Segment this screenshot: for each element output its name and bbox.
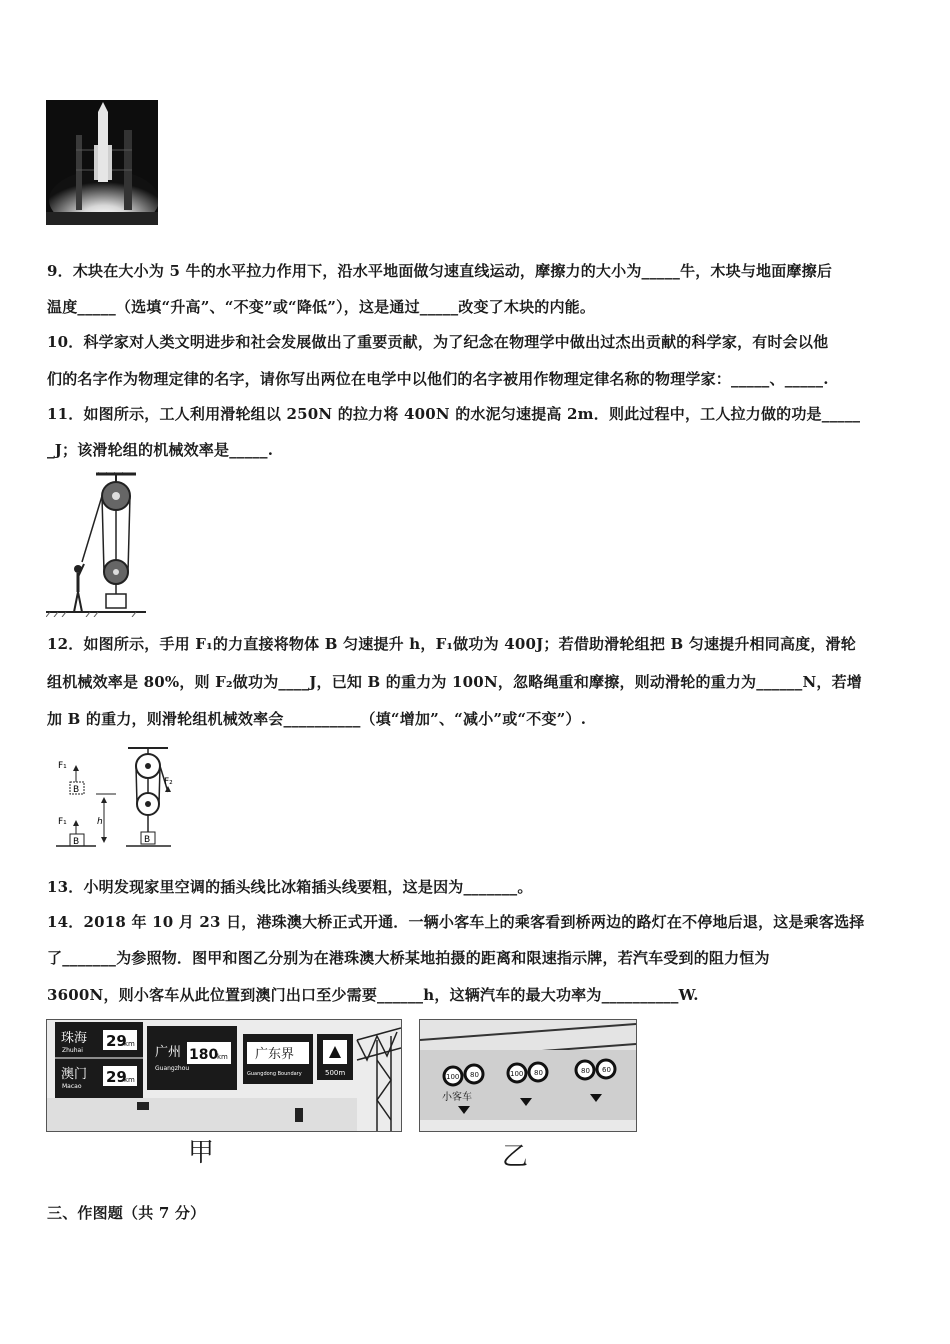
box-b-top-label: B — [73, 785, 80, 795]
car-lane-label: 小客车 — [442, 1092, 472, 1103]
sign-guangzhou-km-unit: km — [217, 1053, 228, 1061]
sign-guangzhou: 广州 — [155, 1045, 182, 1060]
f1-label-bottom: F₁ — [58, 817, 67, 827]
caption-yi: 乙 — [502, 1142, 529, 1172]
sign-zhuhai-km: 29 — [106, 1032, 127, 1050]
speed-limit-5: 80 — [581, 1067, 590, 1075]
q12-line1: 12．如图所示，手用 F₁的力直接将物体 B 匀速提升 h，F₁做功为 400J；若借助滑轮组把 B 匀速提升相同高度，滑轮 — [47, 635, 856, 653]
distance-sign-photo — [46, 1019, 402, 1132]
q11-line2: _J；该滑轮组的机械效率是_____. — [47, 441, 274, 459]
sign-distance-500m: 500m — [325, 1069, 346, 1077]
sign-zhuhai-km-unit: km — [124, 1040, 135, 1048]
q11-line1: 11．如图所示，工人利用滑轮组以 250N 的拉力将 400N 的水泥匀速提高 2m．则此过程中，工人拉力做的功是_____ — [47, 405, 861, 423]
q13-line1: 13．小明发现家里空调的插头线比冰箱插头线要粗，这是因为_______。 — [47, 878, 533, 896]
sign-guangzhou-en: Guangzhou — [155, 1065, 190, 1072]
speed-limit-6: 60 — [602, 1066, 611, 1074]
q12-pulley-figure — [56, 744, 186, 850]
speed-limit-3: 100 — [510, 1070, 524, 1078]
q9-line2: 温度_____（选填“升高”、“不变”或“降低”），这是通过_____改变了木块的内能。 — [47, 298, 596, 316]
sign-aomen-en: Macao — [62, 1083, 82, 1090]
f2-label: F₂ — [164, 777, 173, 787]
sign-zhuhai-en: Zhuhai — [62, 1047, 83, 1054]
sign-guangdong-boundary-en: Guangdong Boundary — [247, 1071, 302, 1077]
sign-aomen: 澳门 — [61, 1067, 88, 1082]
sign-aomen-km: 29 — [106, 1068, 127, 1086]
q9-line1: 9．木块在大小为 5 牛的水平拉力作用下，沿水平地面做匀速直线运动，摩擦力的大小为_____牛，木块与地面摩擦后 — [47, 262, 833, 280]
box-b-pulley-label: B — [144, 835, 151, 845]
q12-line3: 加 B 的重力，则滑轮组机械效率会__________（填“增加”、“减小”或“不变”）. — [47, 710, 587, 728]
sign-guangdong-boundary: 广东界 — [255, 1047, 295, 1062]
q14-line3: 3600N，则小客车从此位置到澳门出口至少需要______h，这辆汽车的最大功率为__________W. — [47, 986, 699, 1004]
speed-limit-4: 80 — [534, 1069, 543, 1077]
q14-line1: 14．2018 年 10 月 23 日，港珠澳大桥正式开通．一辆小客车上的乘客看到桥两边的路灯在不停地后退，这是乘客选择 — [47, 913, 865, 931]
q14-line2: 了_______为参照物．图甲和图乙分别为在港珠澳大桥某地拍摄的距离和限速指示牌，若汽车受到的阻力恒为 — [47, 949, 770, 967]
q11-pulley-figure — [46, 472, 146, 617]
h-label: h — [97, 817, 103, 827]
sign-aomen-km-unit: km — [124, 1076, 135, 1084]
q10-line2: 们的名字作为物理定律的名字，请你写出两位在电学中以他们的名字被用作物理定律名称的物理学家：_____、_____. — [47, 370, 829, 388]
sign-guangzhou-km: 180 — [189, 1047, 219, 1063]
section3-title: 三、作图题（共 7 分） — [47, 1204, 206, 1222]
f1-label-top: F₁ — [58, 761, 67, 771]
q10-line1: 10．科学家对人类文明进步和社会发展做出了重要贡献，为了纪念在物理学中做出过杰出贡献的科学家，有时会以他 — [47, 333, 829, 351]
sign-zhuhai: 珠海 — [61, 1031, 88, 1046]
box-b-bottom-label: B — [73, 837, 80, 847]
speed-limit-1: 100 — [446, 1073, 460, 1081]
q12-line2: 组机械效率是 80%，则 F₂做功为____J，已知 B 的重力为 100N，忽略绳重和摩擦，则动滑轮的重力为______N，若增 — [47, 673, 862, 691]
rocket-launch-photo — [46, 100, 158, 225]
speed-limit-2: 80 — [470, 1071, 479, 1079]
caption-jia: 甲 — [188, 1138, 215, 1168]
speed-limit-sign-photo — [419, 1019, 637, 1132]
